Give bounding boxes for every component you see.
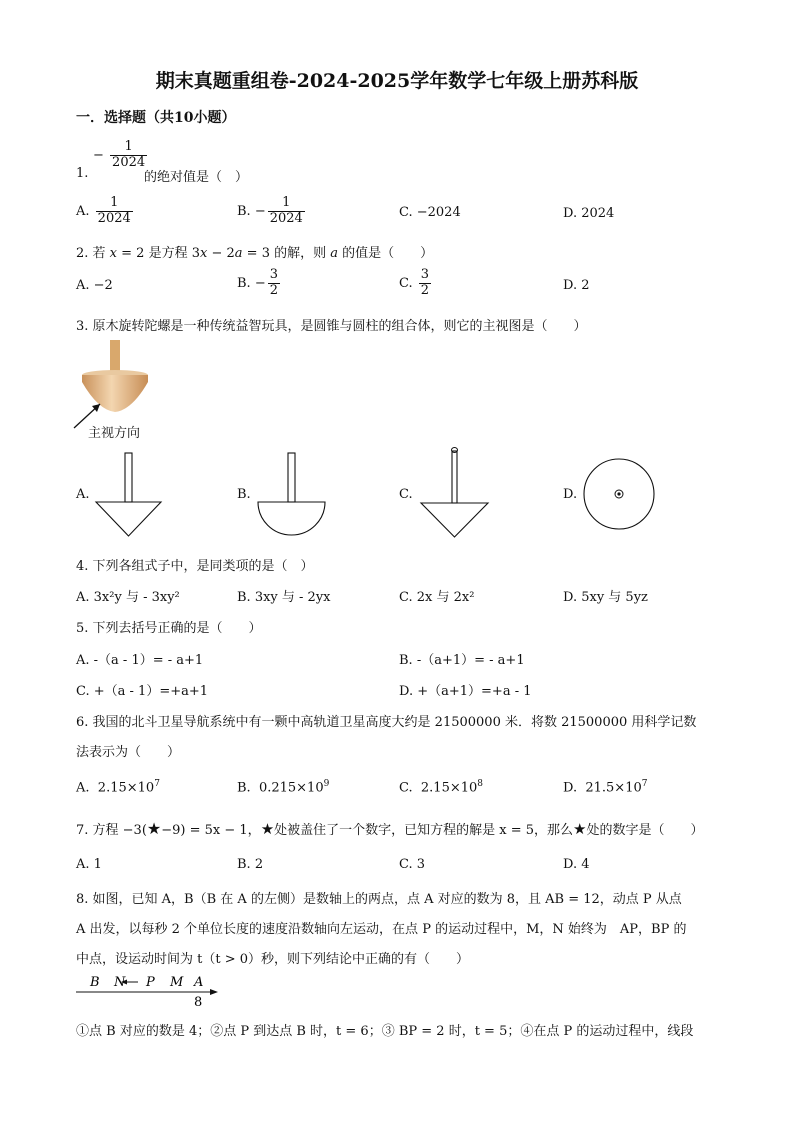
axis-label-m: M (170, 975, 184, 990)
option-label: A. (76, 203, 90, 219)
text: 处的数字是（ ） (586, 823, 704, 838)
q1-neg-sign: − (93, 147, 104, 163)
var: a (234, 246, 243, 261)
q3-option-c-figure[interactable] (418, 445, 490, 541)
q1-option-c[interactable]: C. −2024 (399, 205, 461, 220)
q2-option-d[interactable]: D. 2 (563, 278, 590, 293)
q1-frac-num: 1 (110, 140, 147, 156)
spinning-top-photo (72, 338, 162, 433)
axis-label-a: A (194, 975, 204, 990)
q5-option-a[interactable]: A. -（a - 1）= - a+1 (76, 653, 204, 668)
page-title: 期末真题重组卷-2024-2025学年数学七年级上册苏科版 (155, 70, 639, 92)
text: 7. 方程 −3( (76, 823, 147, 838)
neg-sign: − (254, 203, 266, 219)
top-body (82, 375, 148, 412)
q7-option-c[interactable]: C. 3 (399, 857, 426, 872)
text: − 2 (207, 246, 235, 261)
q7-option-d[interactable]: D. 4 (563, 857, 590, 872)
q4-option-b[interactable]: B. 3xy 与 - 2yx (237, 590, 331, 605)
q5-option-b[interactable]: B. -（a+1）= - a+1 (399, 653, 525, 668)
q7-option-b[interactable]: B. 2 (237, 857, 264, 872)
q1-number: 1. (76, 166, 89, 181)
text: = 3 的解，则 (242, 246, 331, 261)
q6-option-b[interactable] (237, 779, 329, 795)
q8-stem-line-1: 8. 如图，已知 A，B（B 在 A 的左侧）是数轴上的两点，点 A 对应的数为 8，且 AB = 12，动点 P 从点 (76, 892, 682, 907)
exponent: 7 (641, 779, 648, 789)
base: 0.215×10 (258, 780, 324, 796)
q1-frac-den: 2024 (112, 154, 146, 170)
q2-stem (76, 242, 433, 261)
q1-fraction (93, 140, 149, 171)
axis-label-p: P (146, 975, 155, 990)
axis-label-n: N (114, 975, 126, 990)
text: −9) = 5x − 1， (161, 823, 261, 838)
option-label: A. (76, 780, 90, 796)
text: = 2 是方程 3 (117, 246, 200, 261)
q6-option-c[interactable] (399, 779, 483, 795)
base: 21.5×10 (585, 780, 642, 796)
q2-option-b[interactable] (237, 268, 282, 299)
frac-num: 1 (96, 196, 133, 212)
text: 的值是（ ） (338, 246, 434, 261)
number-line-figure (74, 972, 224, 1012)
q3-option-b-label[interactable]: B. (237, 487, 251, 502)
top-stick (110, 340, 120, 374)
star-icon: ★ (146, 819, 162, 838)
frac-den: 2024 (269, 210, 303, 226)
star-icon: ★ (573, 820, 587, 838)
q3-option-d-figure[interactable] (582, 457, 656, 531)
q6-stem-line-2: 法表示为（ ） (76, 745, 181, 760)
base: 2.15×10 (97, 780, 155, 796)
option-label: D. (563, 780, 578, 796)
q5-stem: 5. 下列去括号正确的是（ ） (76, 621, 262, 636)
frac-den: 2 (420, 282, 430, 298)
q4-option-a[interactable]: A. 3x²y 与 - 3xy² (76, 590, 180, 605)
section-heading: 一．选择题（共10小题） (76, 110, 236, 126)
q3-stem: 3. 原木旋转陀螺是一种传统益智玩具，是圆锥与圆柱的组合体，则它的主视图是（ ） (76, 319, 587, 334)
option-label: C. (399, 275, 413, 291)
q6-stem-line-1: 6. 我国的北斗卫星导航系统中有一颗中高轨道卫星高度大约是 21500000 米．将数 21500000 用科学记数 (76, 715, 697, 730)
frac-den: 2024 (97, 210, 131, 226)
q1-option-d[interactable]: D. 2024 (563, 206, 615, 221)
star-icon: ★ (260, 820, 275, 838)
option-label: C. (399, 780, 413, 796)
q8-stem-line-2: A 出发，以每秒 2 个单位长度的速度沿数轴向左运动，在点 P 的运动过程中，M，N 始终为 AP，BP 的 (76, 922, 687, 937)
var: x (199, 246, 208, 261)
q4-option-c[interactable]: C. 2x 与 2x² (399, 590, 475, 605)
frac-num: 1 (268, 196, 305, 212)
q1-option-a[interactable] (76, 196, 135, 227)
q7-stem (76, 819, 704, 838)
q4-stem: 4. 下列各组式子中，是同类项的是（ ） (76, 559, 314, 574)
q3-option-a-label[interactable]: A. (76, 487, 90, 502)
frac-den: 2 (269, 282, 279, 298)
text: 处被盖住了一个数字，已知方程的解是 x = 5，那么 (274, 823, 574, 838)
var: a (330, 246, 338, 261)
q2-option-a[interactable]: A. −2 (76, 278, 113, 293)
option-label: B. (237, 275, 251, 291)
q3-option-c-label[interactable]: C. (399, 487, 413, 502)
q2-option-c[interactable] (399, 268, 433, 299)
base: 2.15×10 (420, 780, 478, 796)
exponent: 8 (477, 779, 484, 789)
q3-option-a-figure[interactable] (94, 452, 164, 540)
exponent: 9 (323, 779, 330, 789)
q6-option-a[interactable] (76, 779, 160, 795)
axis-label-b: B (90, 975, 100, 990)
q3-option-b-figure[interactable] (256, 452, 328, 538)
frac-num: 3 (269, 267, 279, 282)
q5-option-d[interactable]: D. +（a+1）=+a - 1 (399, 684, 532, 699)
q5-option-c[interactable]: C. +（a - 1）=+a+1 (76, 684, 209, 699)
q7-option-a[interactable]: A. 1 (76, 857, 102, 872)
q8-stem-line-3: 中点，设运动时间为 t（t > 0）秒，则下列结论中正确的有（ ） (76, 952, 470, 967)
axis-value-8: 8 (194, 995, 203, 1010)
view-direction-label: 主视方向 (88, 426, 141, 441)
q4-option-d[interactable]: D. 5xy 与 5yz (563, 590, 648, 605)
q1-stem: 的绝对值是（ ） (144, 170, 249, 185)
option-label: B. (237, 780, 251, 796)
axis-arrow-icon (210, 989, 218, 995)
exponent: 7 (154, 779, 160, 789)
q8-conclusions: ①点 B 对应的数是 4；②点 P 到达点 B 时，t = 6；③ BP = 2 时，t = 5；④在点 P 的运动过程中，线段 (76, 1024, 694, 1039)
text: 2. 若 (76, 246, 110, 261)
var: x (109, 246, 118, 261)
q1-option-b[interactable] (237, 196, 307, 227)
q6-option-d[interactable] (563, 779, 647, 795)
frac-num: 3 (420, 267, 430, 282)
option-label: B. (237, 203, 251, 219)
neg-sign: − (254, 275, 266, 291)
q3-option-d-label[interactable]: D. (563, 487, 578, 502)
